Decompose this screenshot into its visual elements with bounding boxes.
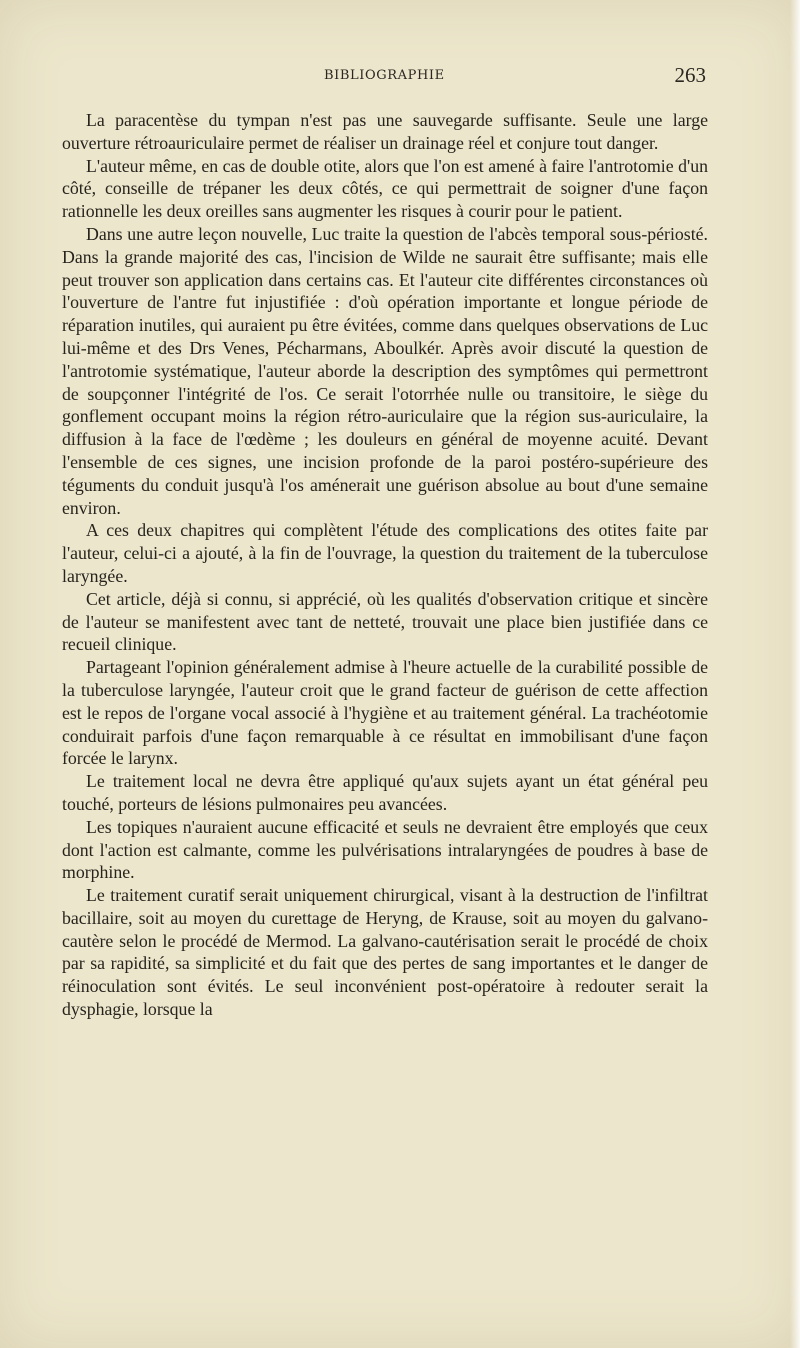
body-text	[62, 109, 708, 1021]
page-number: 263	[674, 63, 706, 87]
paragraph: Dans une autre leçon nouvelle, Luc traite la question de l'abcès temporal sous-périosté. Dans la grande majorité des cas, l'incision de Wilde ne saurait être suffisante; mais elle peut trouver son application dans certains cas. Et l'auteur cite différentes circonstances où l'ouverture de l'antre fut injustifiée : d'où opération importante et longue période de réparation inutiles, qui auraient pu être évitées, comme dans quelques observations de Luc lui-même et des Drs Venes, Pécharmans, Aboulkér. Après avoir discuté la question de l'antrotomie systématique, l'auteur aborde la description des symptômes qui permettront de soupçonner l'intégrité de l'os. Ce serait l'otorrhée nulle ou transitoire, le siège du gonflement occupant moins la région rétro-auriculaire que la région sus-auriculaire, la diffusion à la face de l'œdème ; les douleurs en général de moyenne acuité. Devant l'ensemble de ces signes, une incision profonde de la paroi postéro-supérieure des téguments du conduit jusqu'à l'os aménerait une guérison absolue au bout d'une semaine environ.	[62, 223, 708, 518]
page-header	[62, 63, 708, 90]
paragraph: Le traitement local ne devra être appliqué qu'aux sujets ayant un état général peu touché, porteurs de lésions pulmonaires peu avancées.	[62, 771, 708, 814]
paragraph: Cet article, déjà si connu, si apprécié, où les qualités d'observation critique et sincère de l'auteur se manifestent avec tant de netteté, trouvait une place bien justifiée dans ce recueil clinique.	[62, 588, 708, 655]
paragraph: La paracentèse du tympan n'est pas une sauvegarde suffisante. Seule une large ouverture rétroauriculaire permet de réaliser un drainage réel et conjure tout danger.	[62, 110, 708, 153]
paragraph: Les topiques n'auraient aucune efficacité et seuls ne devraient être employés que ceux dont l'action est calmante, comme les pulvérisations intralaryngées de poudres à base de morphine.	[62, 816, 708, 883]
paragraph: A ces deux chapitres qui complètent l'étude des complications des otites faite par l'auteur, celui-ci a ajouté, à la fin de l'ouvrage, la question du traitement de la tuberculose laryngée.	[62, 520, 708, 586]
paragraph: Le traitement curatif serait uniquement chirurgical, visant à la destruction de l'infiltrat bacillaire, soit au moyen du curettage de Heryng, de Krause, soit au moyen du galvano-cautère selon le procédé de Mermod. La galvano-cautérisation serait le procédé de choix par sa rapidité, sa simplicité et du fait que des pertes de sang importantes et le danger de réinoculation sont évités. Le seul inconvénient post-opératoire à redouter serait la dysphagie, lorsque la	[62, 885, 708, 1020]
paragraph: Partageant l'opinion généralement admise à l'heure actuelle de la curabilité possible de la tuberculose laryngée, l'auteur croit que le grand facteur de guérison de cette affection est le repos de l'organe vocal associé à l'hygiène et au traitement général. La trachéotomie conduirait parfois d'une façon remarquable à ce résultat en immobilisant d'une façon forcée le larynx.	[62, 657, 708, 769]
running-head: BIBLIOGRAPHIE	[324, 68, 445, 83]
paragraph: L'auteur même, en cas de double otite, alors que l'on est amené à faire l'antrotomie d'un côté, conseille de trépaner les deux côtés, ce qui permettrait de soigner d'une façon rationnelle les deux oreilles sans augmenter les risques à courir pour le patient.	[62, 155, 708, 222]
